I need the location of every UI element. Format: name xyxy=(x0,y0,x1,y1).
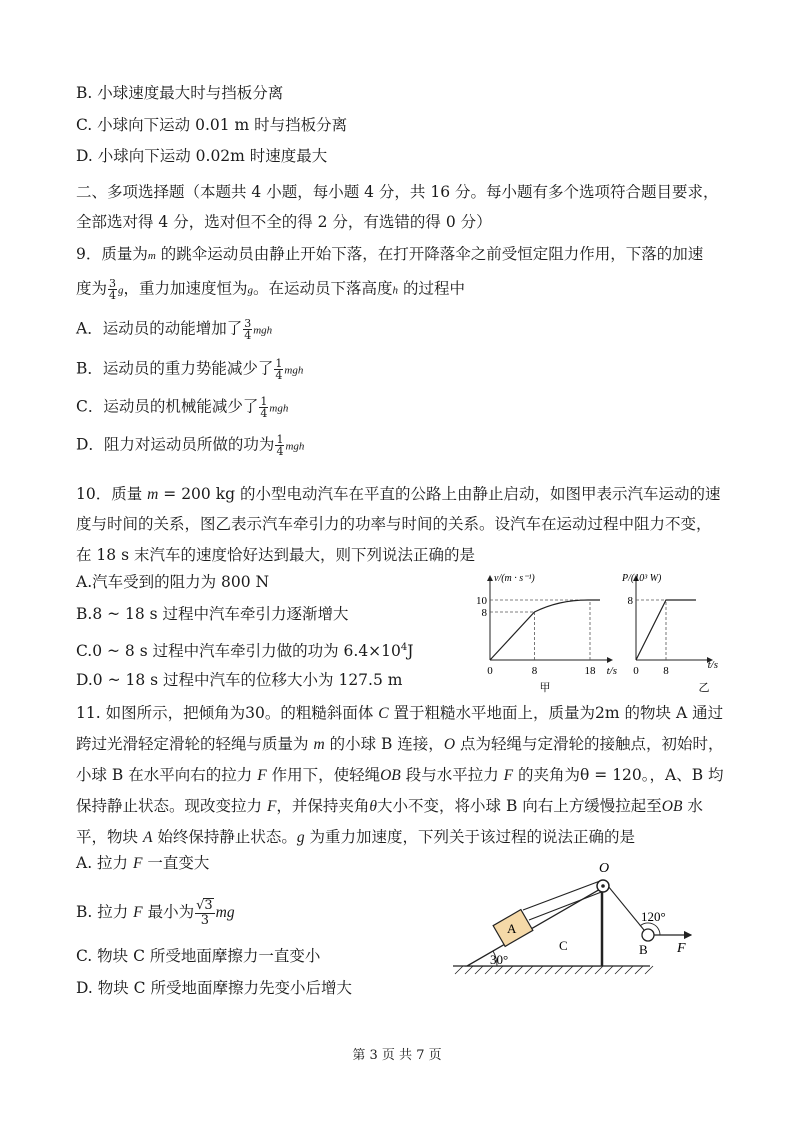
velocity-time-graph xyxy=(470,570,620,695)
label-f: F xyxy=(677,941,686,956)
power-graph-caption: 乙 xyxy=(698,682,710,694)
ball-b xyxy=(642,929,654,941)
rope-ob xyxy=(608,886,644,930)
section2-line1: 二、多项选择题（本题共 4 小题，每小题 4 分，共 16 分。每小题有多个选项符合题目要求， xyxy=(76,183,719,201)
velocity-graph-ylabel: v/(m · s⁻¹) xyxy=(494,573,535,584)
velocity-graph-caption: 甲 xyxy=(539,682,551,694)
q9-option-a: A．运动员的动能增加了 $\frac{3}{4}$ mgh xyxy=(76,317,273,342)
q11-stem-line4: 保持静止状态。现改变拉力 F，并保持夹角θ大小不变，将小球 B 向右上方缓慢拉起至OB 水 xyxy=(76,797,703,815)
velocity-graph-tick-label: 10 xyxy=(476,595,487,607)
power-graph-tick-label: 0 xyxy=(633,665,639,677)
ground-hatching xyxy=(455,966,653,974)
q11-option-c: C. 物块 C 所受地面摩擦力一直变小 xyxy=(76,947,321,965)
label-angle-30: 30° xyxy=(490,952,509,967)
label-o: O xyxy=(599,861,610,876)
q11-stem-line2: 跨过光滑轻定滑轮的轻绳与质量为 m 的小球 B 连接，O 点为轻绳与定滑轮的接触点，初始时， xyxy=(76,735,724,753)
q9-stem-line1: 9．质量为m 的跳伞运动员由静止开始下落，在打开降落伞之前受恒定阻力作用，下落的加速 xyxy=(76,245,704,263)
page-footer: 第 3 页 共 7 页 xyxy=(352,1048,442,1063)
q9-option-d: D．阻力对运动员所做的功为 $\frac{1}{4}$ mgh xyxy=(76,433,305,458)
q11-option-b: B. 拉力 F 最小为 $\frac{√3}{3}$ mg xyxy=(76,898,235,928)
pulley-axle xyxy=(601,884,605,888)
q11-option-d: D. 物块 C 所受地面摩擦力先变小后增大 xyxy=(76,979,352,997)
q10-option-a: A.汽车受到的阻力为 800 N xyxy=(76,573,270,591)
q10-stem-line3: 在 18 s 末汽车的速度恰好达到最大，则下列说法正确的是 xyxy=(76,546,475,564)
q8-option-d: D. 小球向下运动 0.02m 时速度最大 xyxy=(76,147,328,165)
power-graph-tick-label: 8 xyxy=(627,595,633,607)
velocity-graph-tick-label: 18 xyxy=(584,665,596,677)
power-graph-ylabel: P/(10³ W) xyxy=(622,573,662,584)
label-b: B xyxy=(639,942,648,957)
q10-option-b: B.8 ~ 18 s 过程中汽车牵引力逐渐增大 xyxy=(76,605,349,623)
velocity-graph-tick-label: 8 xyxy=(481,607,487,619)
q9-option-b: B．运动员的重力势能减少了 $\frac{1}{4}$ mgh xyxy=(76,357,304,382)
q11-stem-line3: 小球 B 在水平向右的拉力 F 作用下，使轻绳OB 段与水平拉力 F 的夹角为θ = 120。，A、B 均 xyxy=(76,766,724,784)
q11-stem-line5: 平，物块 A 始终保持静止状态。g 为重力加速度，下列关于该过程的说法正确的是 xyxy=(76,828,636,846)
power-time-graph xyxy=(620,570,720,695)
q10-option-c: C.0 ~ 8 s 过程中汽车牵引力做的功为 $6.4\times 10^4J$ xyxy=(76,642,414,661)
q10-option-d: D.0 ~ 18 s 过程中汽车的位移大小为 127.5 m xyxy=(76,671,403,689)
label-c: C xyxy=(559,938,568,953)
power-graph-tick-label: 8 xyxy=(663,665,669,677)
label-angle-120: 120° xyxy=(641,909,666,924)
q8-option-c: C. 小球向下运动 0.01 m 时与挡板分离 xyxy=(76,116,348,134)
q10-stem-line2: 度与时间的关系，图乙表示汽车牵引力的功率与时间的关系。设汽车在运动过程中阻力不变， xyxy=(76,515,712,533)
velocity-graph-curve xyxy=(490,600,600,660)
q9-option-c: C．运动员的机械能减少了 $\frac{1}{4}$ mgh xyxy=(76,395,289,420)
velocity-graph-tick-label: 8 xyxy=(531,665,538,677)
q8-option-b: B. 小球速度最大时与挡板分离 xyxy=(76,84,284,102)
label-a: A xyxy=(507,921,517,936)
q9-fraction: $\frac{3}{4}$ xyxy=(109,277,117,302)
velocity-graph-tick-label: 0 xyxy=(487,665,493,677)
q9-stem-line2: 度为 $\frac{3}{4}$ g，重力加速度恒为g。在运动员下落高度h 的过程中 xyxy=(76,277,465,302)
section2-line2: 全部选对得 4 分，选对但不全的得 2 分，有选错的得 0 分） xyxy=(76,213,492,231)
incline-pulley-diagram xyxy=(445,858,715,988)
q11-option-a: A. 拉力 F 一直变大 xyxy=(76,854,210,872)
velocity-graph-xlabel: t/s xyxy=(606,665,617,677)
q10-stem-line1: 10．质量 m = 200 kg 的小型电动汽车在平直的公路上由静止启动，如图甲表示汽车运动的速 xyxy=(76,485,721,503)
q11-stem-line1: 11. 如图所示，把倾角为30。的粗糙斜面体 C 置于粗糙水平地面上，质量为2m 的物块 A 通过 xyxy=(76,704,724,722)
power-graph-xlabel: t/s xyxy=(707,659,718,671)
